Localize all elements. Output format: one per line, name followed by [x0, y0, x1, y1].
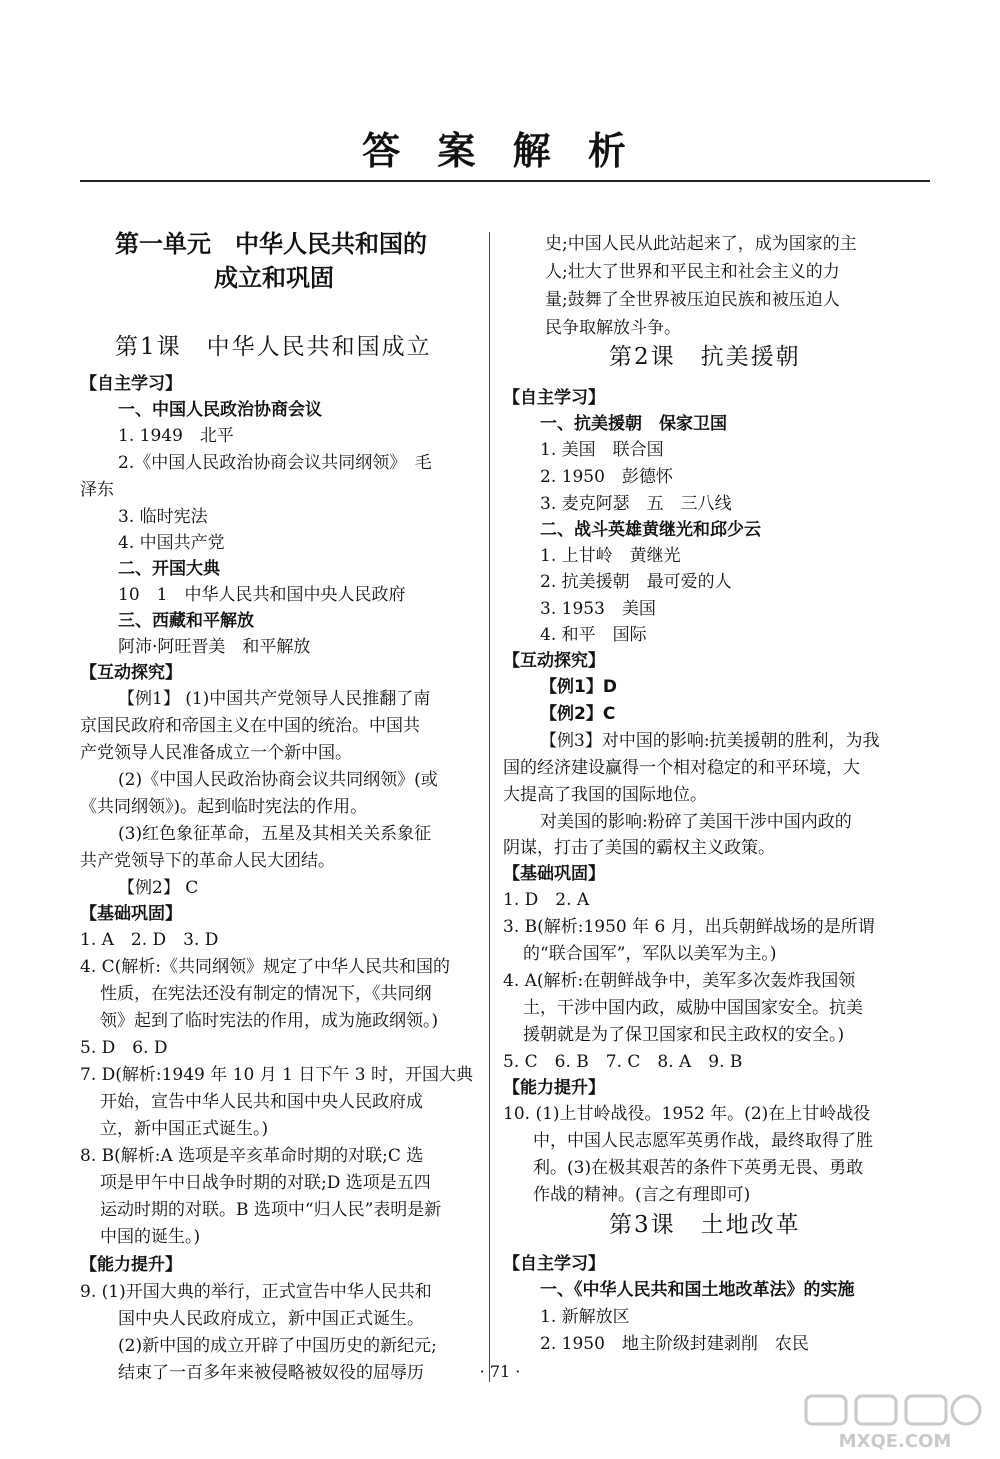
answer-line: 中国的诞生。) [100, 1227, 201, 1247]
answer-line: 1. 上甘岭 黄继光 [540, 546, 681, 566]
watermark-logo [800, 1392, 990, 1452]
example-answer: 【例2】C [540, 704, 616, 724]
answer-line: 4. A(解析:在朝鲜战争中，美军多次轰炸我国领 [503, 971, 856, 991]
answer-line: 《共同纲领》)。起到临时宪法的作用。 [80, 797, 368, 817]
subsection-heading: 一、抗美援朝 保家卫国 [540, 414, 727, 434]
title-rule [80, 180, 930, 182]
answer-line: 【例1】 (1)中国共产党领导人民推翻了南 [118, 689, 431, 709]
answer-line: 国的经济建设赢得一个相对稳定的和平环境，大 [503, 758, 860, 778]
section-heading: 【能力提升】 [80, 1255, 182, 1275]
answer-line: 1. 1949 北平 [118, 426, 234, 446]
answer-line: 领》起到了临时宪法的作用，成为施政纲领。) [100, 1011, 439, 1031]
answer-line: 立，新中国正式诞生。) [100, 1119, 269, 1139]
answer-line: 产党领导人民准备成立一个新中国。 [80, 743, 352, 763]
subsection-heading: 二、开国大典 [118, 559, 220, 579]
answer-line: 阿沛·阿旺晋美 和平解放 [118, 637, 311, 657]
example-answer: 【例1】D [540, 677, 617, 697]
answer-line: 结束了一百多年来被侵略被奴役的屈辱历 [118, 1363, 424, 1383]
answer-line: 民争取解放斗争。 [545, 318, 681, 338]
answer-line: (3)红色象征革命，五星及其相关关系象征 [118, 824, 432, 844]
answer-line: 2. 1950 彭德怀 [540, 467, 673, 487]
answer-line: 3. 1953 美国 [540, 599, 656, 619]
answer-line: 4. C(解析:《共同纲领》规定了中华人民共和国的 [80, 957, 450, 977]
answer-line: 7. D(解析:1949 年 10 月 1 日下午 3 时，开国大典 [80, 1065, 473, 1085]
answer-line: (2)《中国人民政治协商会议共同纲领》(或 [118, 770, 438, 790]
answer-line: 大提高了我国的国际地位。 [503, 785, 707, 805]
answer-line: 4. 和平 国际 [540, 625, 647, 645]
page-number: · 71 · [479, 1362, 521, 1381]
unit-heading-line-1: 第一单元 中华人民共和国的 [115, 230, 427, 258]
answer-line: 9. (1)开国大典的举行，正式宣告中华人民共和 [80, 1282, 432, 1302]
answer-line: 共产党领导下的革命人民大团结。 [80, 851, 335, 871]
answer-line: 援朝就是为了保卫国家和民主政权的安全。) [523, 1025, 845, 1045]
answer-line: 项是甲午中日战争时期的对联;D 选项是五四 [100, 1173, 431, 1193]
answer-line: 史;中国人民从此站起来了，成为国家的主 [545, 234, 857, 254]
svg-text:MXQE.COM: MXQE.COM [838, 1431, 952, 1452]
subsection-heading: 三、西藏和平解放 [118, 611, 254, 631]
subsection-heading: 二、战斗英雄黄继光和邱少云 [540, 520, 761, 540]
answer-line: 10 1 中华人民共和国中央人民政府 [118, 585, 406, 605]
section-heading: 【基础巩固】 [80, 904, 182, 924]
section-heading: 【基础巩固】 [503, 864, 605, 884]
answer-line: 5. D 6. D [80, 1038, 168, 1058]
section-heading: 【能力提升】 [503, 1078, 605, 1098]
answer-line: 【例2】 C [118, 878, 199, 898]
answer-line: 泽东 [80, 480, 114, 500]
section-heading: 【自主学习】 [503, 388, 605, 408]
answer-line: 运动时期的对联。B 选项中“归人民”表明是新 [100, 1200, 442, 1220]
answer-line: 4. 中国共产党 [118, 533, 225, 553]
section-heading: 【自主学习】 [503, 1254, 605, 1274]
answer-line: 中，中国人民志愿军英勇作战，最终取得了胜 [533, 1131, 873, 1151]
column-divider [489, 232, 490, 1382]
answer-line: 3. B(解析:1950 年 6 月，出兵朝鲜战场的是所谓 [503, 917, 875, 937]
lesson-3-title: 第3课 土地改革 [609, 1212, 801, 1238]
answer-line: 人;壮大了世界和平民主和社会主义的力 [545, 262, 840, 282]
answer-line: 3. 麦克阿瑟 五 三八线 [540, 494, 732, 514]
answer-line: 的“联合国军”，军队以美军为主。) [523, 944, 777, 964]
answer-line: 作战的精神。(言之有理即可) [533, 1185, 751, 1205]
answer-line: 2. 抗美援朝 最可爱的人 [540, 572, 732, 592]
subsection-heading: 一、《中华人民共和国土地改革法》的实施 [540, 1280, 855, 1300]
answer-line: 8. B(解析:A 选项是辛亥革命时期的对联;C 选 [80, 1146, 424, 1166]
answer-line: 性质，在宪法还没有制定的情况下，《共同纲 [100, 984, 432, 1004]
answer-line: 开始，宣告中华人民共和国中央人民政府成 [100, 1092, 423, 1112]
page-title: 答 案 解 析 [362, 129, 638, 173]
answer-line: 10. (1)上甘岭战役。1952 年。(2)在上甘岭战役 [503, 1104, 871, 1124]
subsection-heading: 一、中国人民政治协商会议 [118, 400, 322, 420]
lesson-2-title: 第2课 抗美援朝 [609, 344, 801, 370]
answer-line: 1. 新解放区 [540, 1307, 630, 1327]
answer-line: 1. A 2. D 3. D [80, 930, 219, 950]
answer-line: 2.《中国人民政治协商会议共同纲领》 毛 [118, 453, 432, 473]
answer-line: 对美国的影响:粉碎了美国干涉中国内政的 [540, 812, 852, 832]
answer-line: 2. 1950 地主阶级封建剥削 农民 [540, 1334, 809, 1354]
answer-line: 【例3】对中国的影响:抗美援朝的胜利，为我 [540, 731, 880, 751]
section-heading: 【互动探究】 [80, 663, 182, 683]
section-heading: 【互动探究】 [503, 651, 605, 671]
answer-line: 土，干涉中国内政，威胁中国国家安全。抗美 [523, 998, 863, 1018]
lesson-1-title: 第1课 中华人民共和国成立 [115, 334, 432, 360]
answer-line: 京国民政府和帝国主义在中国的统治。中国共 [80, 716, 420, 736]
section-heading: 【自主学习】 [80, 374, 182, 394]
unit-heading-line-2: 成立和巩固 [214, 264, 334, 292]
answer-line: 3. 临时宪法 [118, 507, 208, 527]
answer-line: 阴谋，打击了美国的霸权主义政策。 [503, 838, 775, 858]
answer-line: 国中央人民政府成立，新中国正式诞生。 [118, 1309, 424, 1329]
answer-line: 利。(3)在极其艰苦的条件下英勇无畏、勇敢 [533, 1158, 864, 1178]
answer-line: 5. C 6. B 7. C 8. A 9. B [503, 1052, 743, 1072]
answer-line: 1. 美国 联合国 [540, 440, 664, 460]
answer-line: 量;鼓舞了全世界被压迫民族和被压迫人 [545, 290, 840, 310]
answer-line: (2)新中国的成立开辟了中国历史的新纪元; [118, 1336, 437, 1356]
answer-line: 1. D 2. A [503, 890, 590, 910]
